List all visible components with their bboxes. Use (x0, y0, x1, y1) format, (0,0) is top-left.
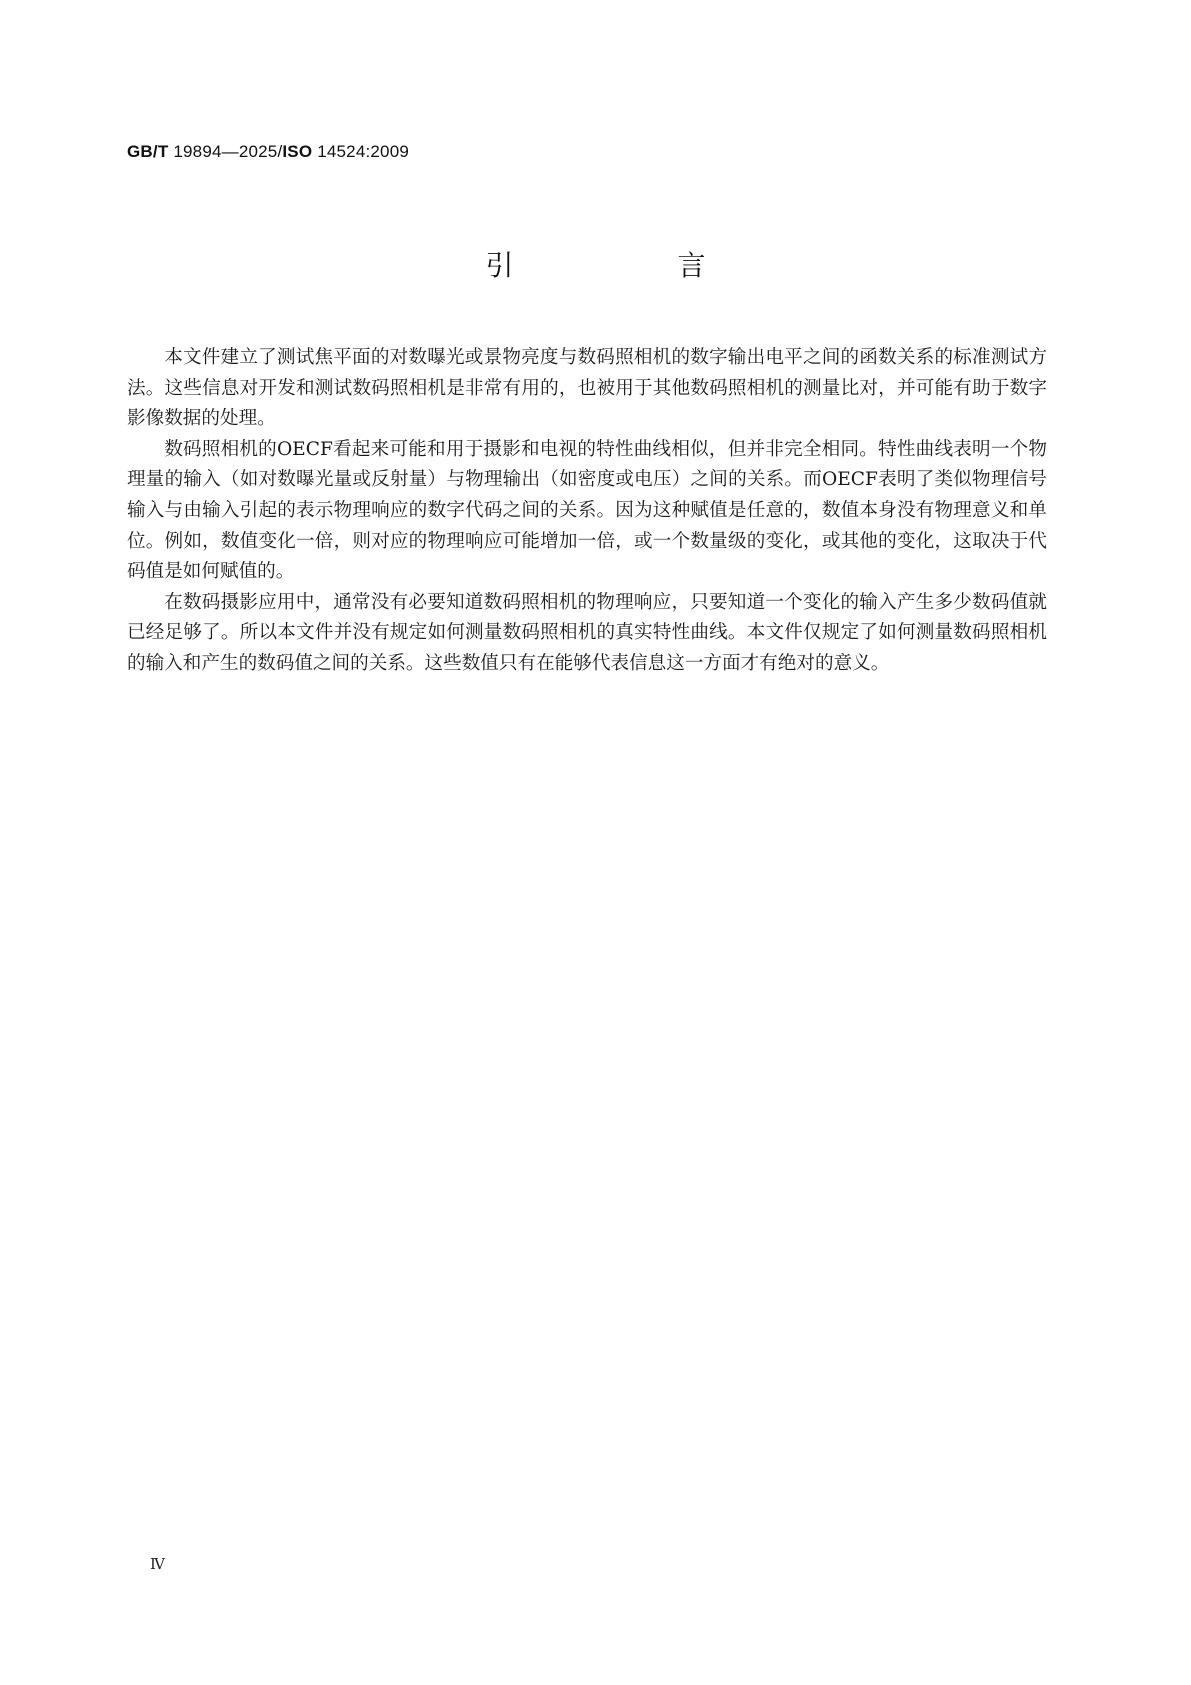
standard-header (127, 142, 409, 162)
section-title: 引 言 (485, 249, 774, 282)
standard-number: 19894—2025/ (173, 142, 283, 161)
paragraph-3: 在数码摄影应用中，通常没有必要知道数码照相机的物理响应，只要知道一个变化的输入产生多少数码值就已经足够了。所以本文件并没有规定如何测量数码照相机的真实特性曲线。本文件仅规定了如何测量数码照相机的输入和产生的数码值之间的关系。这些数值只有在能够代表信息这一方面才有绝对的意义。 (127, 591, 1047, 674)
paragraph-2: 数码照相机的OECF看起来可能和用于摄影和电视的特性曲线相似，但并非完全相同。特性曲线表明一个物理量的输入（如对数曝光量或反射量）与物理输出（如密度或电压）之间的关系。而OECF表明了类似物理信号输入与由输入引起的表示物理响应的数字代码之间的关系。因为这种赋值是任意的，数值本身没有物理意义和单位。例如，数值变化一倍，则对应的物理响应可能增加一倍，或一个数量级的变化，或其他的变化，这取决于代码值是如何赋值的。 (127, 438, 1047, 583)
iso-prefix: ISO (282, 142, 313, 161)
standard-code: GB/T (127, 142, 169, 161)
iso-number: 14524:2009 (317, 142, 410, 161)
paragraph-1: 本文件建立了测试焦平面的对数曝光或景物亮度与数码照相机的数字输出电平之间的函数关系的标准测试方法。这些信息对开发和测试数码照相机是非常有用的，也被用于其他数码照相机的测量比对，并可能有助于数字影像数据的处理。 (127, 347, 1047, 430)
page-number: Ⅳ (150, 1555, 165, 1573)
introduction-body (127, 343, 1047, 680)
